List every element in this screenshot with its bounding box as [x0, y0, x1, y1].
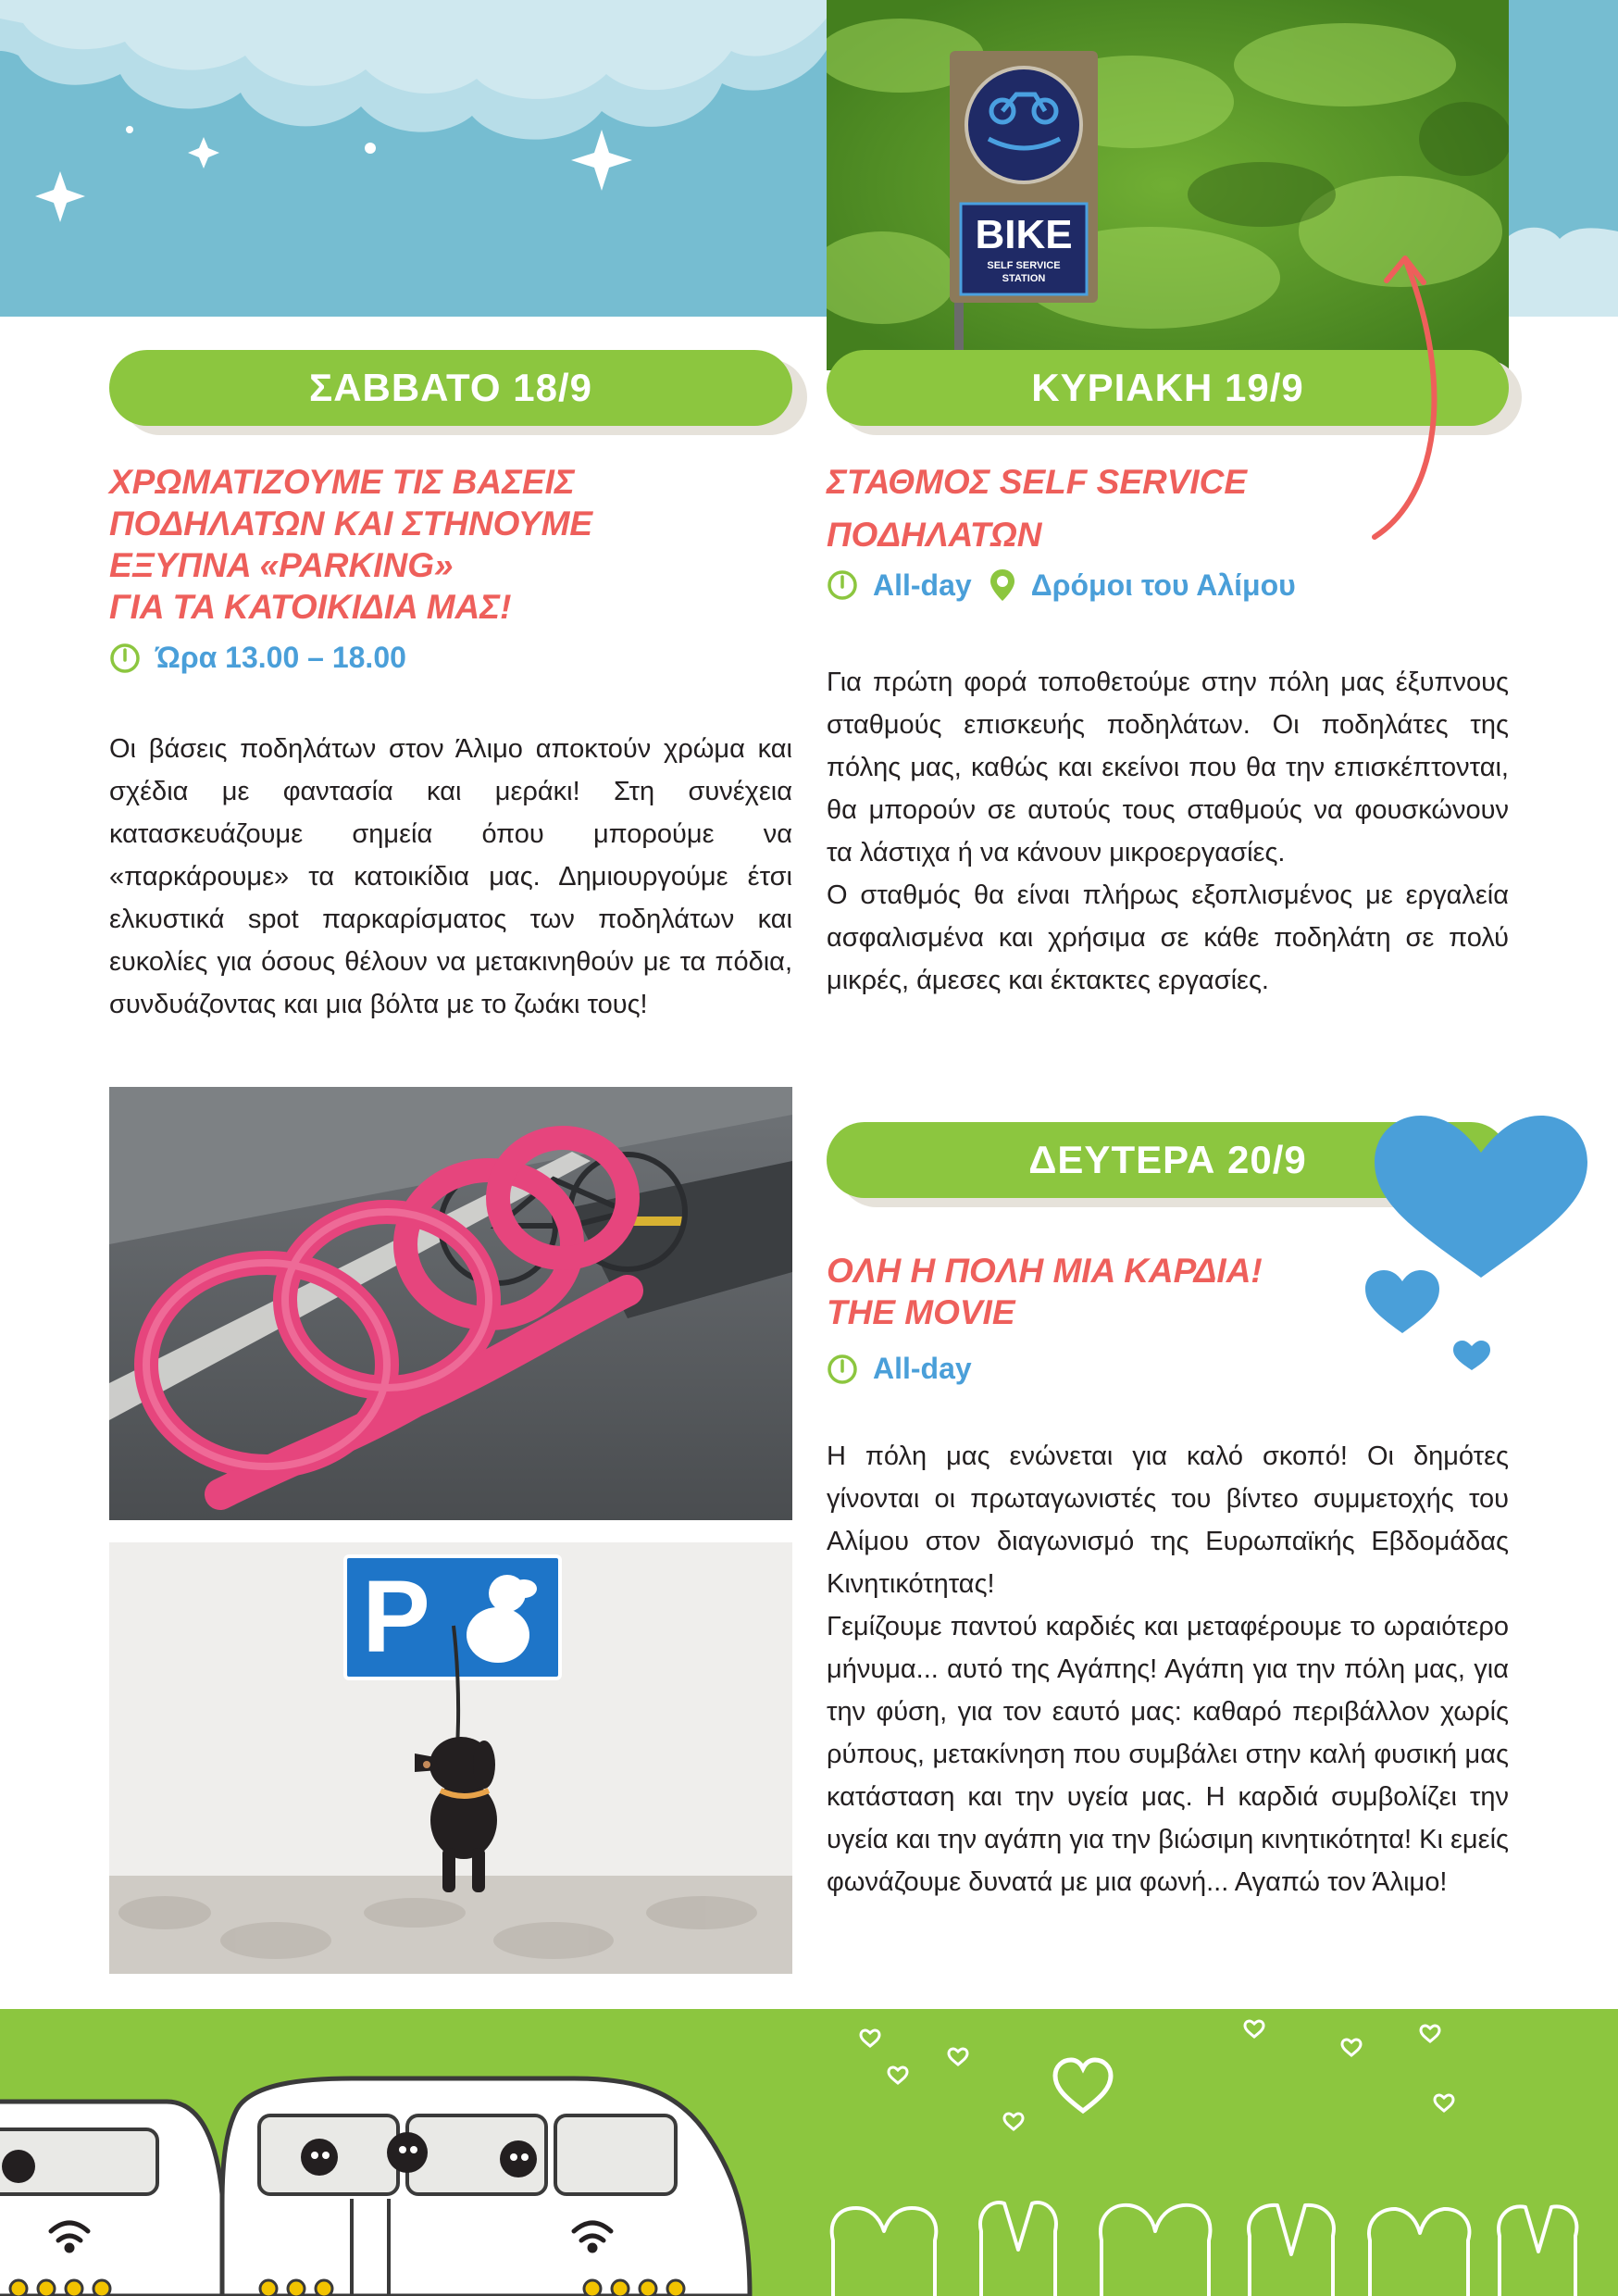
heart-icon	[1365, 1270, 1439, 1333]
hearts-decoration	[1361, 1111, 1611, 1379]
clock-icon	[109, 643, 141, 674]
sunday-location-text: Δρόμοι του Αλίμου	[1030, 568, 1296, 602]
monday-day-label: ΔΕΥΤΕΡΑ 20/9	[1028, 1138, 1307, 1181]
saturday-title-line: ΠΟΔΗΛΑΤΩΝ ΚΑΙ ΣΤΗΝΟΥΜΕ	[109, 505, 593, 543]
sunday-title-line: ΠΟΔΗΛΑΤΩΝ	[827, 516, 1042, 554]
monday-event-title	[827, 1250, 1345, 1333]
saturday-title-line: ΕΞΥΠΝΑ «PARKING»	[109, 546, 454, 584]
trains-and-hands-illustration	[0, 2009, 1618, 2296]
monday-body-paragraph: Η πόλη μας ενώνεται για καλό σκοπό! Οι δημότες γίνονται οι πρωταγωνιστές του βίντεο συμμετοχής του Αλίμου στον διαγωνισμό της Ευρωπαϊκής Εβδομάδας Κινητικότητας!	[827, 1441, 1509, 1599]
saturday-time-row	[109, 641, 406, 675]
monday-time-text: All-day	[873, 1352, 972, 1385]
monday-time-row	[827, 1352, 972, 1386]
clock-icon	[827, 1354, 858, 1385]
sign-line2-text: STATION	[1002, 273, 1046, 284]
saturday-body-text	[109, 728, 792, 1026]
saturday-time-text: Ώρα 13.00 – 18.00	[156, 641, 406, 674]
dog-parking-photo	[109, 1542, 792, 1974]
monday-title-line: ΟΛΗ Η ΠΟΛΗ ΜΙΑ ΚΑΡΔΙΑ!	[827, 1252, 1263, 1290]
saturday-day-label: ΣΑΒΒΑΤΟ 18/9	[308, 366, 593, 409]
saturday-body-paragraph: Οι βάσεις ποδηλάτων στον Άλιμο αποκτούν χρώμα και σχέδια με φαντασία και μεράκι! Στη συνέχεια κατασκευάζουμε σημεία όπου μπορούμε να «παρκάρουμε» τα κατοικίδια μας. Δημιουργούμε έτσι ελκυστικά spot παρκαρίσματος των ποδηλάτων και ευκολίες για όσους θέλουν να μετακινηθούν με τα πόδια, συνδυάζοντας και μια βόλτα με το ζωάκι τους!	[109, 734, 792, 1019]
sign-line1-text: SELF SERVICE	[987, 260, 1061, 271]
white-below-sky-right	[1509, 317, 1618, 372]
monday-body-paragraph: Γεμίζουμε παντού καρδιές και μεταφέρουμε το ωραιότερο μήνυμα... αυτό της Αγάπης! Αγάπη για την πόλη μας, για την φύση, για τον εαυτό μας: καθαρό περιβάλλον χωρίς ρύπους, μετακίνηση που συμβάλει στην καλή φυσική μας κατάσταση και την υγεία μας. Η καρδιά συμβολίζει την υγεία και την αγάπη για την βιώσιμη κινητικότητα! Κι εμείς φωνάζουμε δυνατά με μια φωνή... Αγαπώ τον Άλιμο!	[827, 1612, 1509, 1897]
sunday-day-label: ΚΥΡΙΑΚΗ 19/9	[1031, 366, 1304, 409]
sunday-title-line: ΣΤΑΘΜΟΣ SELF SERVICE	[827, 463, 1248, 501]
sunday-event-title	[827, 455, 1382, 561]
clock-icon	[827, 569, 858, 601]
sunday-meta-row	[827, 568, 1296, 603]
saturday-title-line: ΓΙΑ ΤΑ ΚΑΤΟΙΚΙΔΙΑ ΜΑΣ!	[109, 588, 512, 626]
parking-sign-letter: P	[362, 1560, 430, 1674]
hands-hearts-illustration	[832, 2202, 1577, 2296]
sunday-body-paragraph: Για πρώτη φορά τοποθετούμε στην πόλη μας έξυπνους σταθμούς επισκευής ποδηλάτων. Οι ποδηλάτες της πόλης μας, καθώς και εκείνοι που θα την επισκέπτονται, θα μπορούν σε αυτούς τους σταθμούς να φουσκώνουν τα λάστιχα ή να κάνουν μικροεργασίες.	[827, 668, 1509, 867]
saturday-day-pill	[109, 350, 792, 426]
monday-body-text	[827, 1435, 1509, 1903]
location-pin-icon	[989, 568, 1016, 603]
sunday-body-text	[827, 661, 1509, 1002]
sky-right-strip	[1509, 0, 1618, 317]
sunday-body-paragraph: Ο σταθμός θα είναι πλήρως εξοπλισμένος με εργαλεία ασφαλισμένα και χρήσιμα σε κάθε ποδηλάτη σε πολύ μικρές, άμεσες και έκτακτες εργασίες.	[827, 880, 1509, 995]
sunday-time-text: All-day	[873, 568, 972, 602]
heart-icon	[1375, 1116, 1587, 1278]
saturday-event-title	[109, 461, 813, 628]
pink-bike-racks-photo	[109, 1087, 792, 1520]
heart-icon	[1453, 1341, 1490, 1370]
saturday-title-line: ΧΡΩΜΑΤΙΖΟΥΜΕ ΤΙΣ ΒΑΣΕΙΣ	[109, 463, 575, 501]
sign-big-text: BIKE	[975, 212, 1073, 257]
bottom-illustration-band	[0, 2009, 1618, 2296]
monday-title-line: THE MOVIE	[827, 1293, 1015, 1331]
